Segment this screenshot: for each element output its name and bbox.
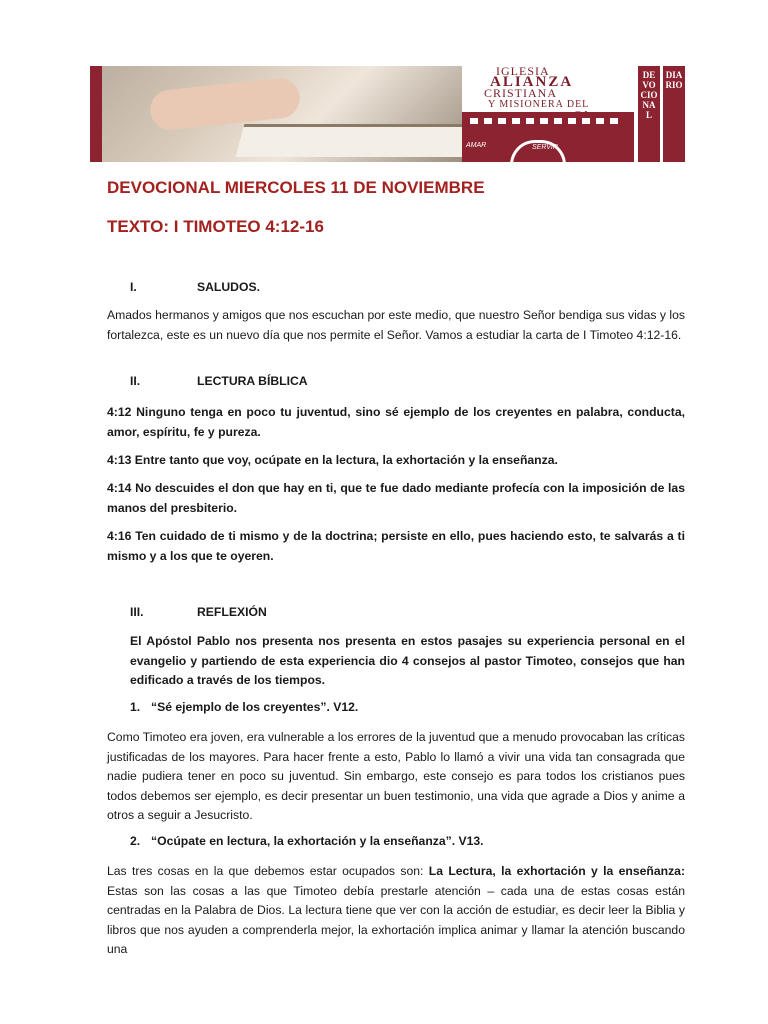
side-label-diario: DIARIO [663, 66, 685, 162]
window-shape [484, 118, 492, 124]
point1-paragraph: Como Timoteo era joven, era vulnerable a los errores de la juventud que a menudo provocaban las críticas justificadas de los mayores. Para hacer frente a esto, Pablo lo llamó a vivir una vida tan consagrada que nadie pudiera tener en poco su juventud. Sin embargo, este consejo es para todos los cristianos pues todos debemos ser ejemplo, es decir presentar un buen testimonio, una vida que agrade a Dios y anime a otros a seguir a Jesucristo. [107, 730, 685, 823]
verse-item: 4:14 No descuides el don que hay en ti, que te fue dado mediante profecía con la imposición de las manos del presbiterio. [107, 481, 685, 515]
logo-word-amar: AMAR [466, 142, 487, 149]
page-title: DEVOCIONAL MIERCOLES 11 DE NOVIEMBRE [107, 178, 485, 197]
window-shape [582, 118, 590, 124]
reflection-intro: El Apóstol Pablo nos presenta nos presenta en estos pasajes su experiencia personal en el evangelio y partiendo de esta experiencia dio 4 consejos al pastor Timoteo, consejos que han edificado a través de los tiempos. [130, 634, 685, 688]
photo-edge-stripe [90, 66, 102, 162]
window-shape [554, 118, 562, 124]
window-shape [540, 118, 548, 124]
church-logo [462, 66, 634, 162]
bible-reading-photo [90, 66, 462, 162]
logo-word-servir: SERVIR [532, 144, 558, 151]
verse-item: 4:16 Ten cuidado de ti mismo y de la doctrina; persiste en ello, pues haciendo esto, te salvarás a ti mismo y a los que te oyeren. [107, 529, 686, 563]
side-label-devocional: DEVOCIONAL [638, 66, 660, 162]
church-name: IGLESIA ALIANZA CRISTIANA Y MISIONERA DEL [484, 66, 590, 110]
point2-paragraph: Las tres cosas en la que debemos estar ocupados son: La Lectura, la exhortación y la enseñanza: Estas son las cosas a las que Timoteo debía prestarle atención – cada una de estas cosas están centradas en la Palabra de Dios. La lectura tiene que ver con la acción de estudiar, es decir leer la Biblia y libros que nos ayuden a comprenderla mejor, la exhortación implica animar y llamar la atención buscando una [107, 864, 686, 957]
greeting-paragraph: Amados hermanos y amigos que nos escuchan por este medio, que nuestro Señor bendiga sus vidas y los fortalezca, este es un nuevo día que nos permite el Señor. Vamos a estudiar la carta de I Timoteo 4:12-16. [107, 308, 685, 342]
window-shape [526, 118, 534, 124]
window-shape [596, 118, 604, 124]
window-shape [512, 118, 520, 124]
window-shape [470, 118, 478, 124]
verse-item: 4:12 Ninguno tenga en poco tu juventud, sino sé ejemplo de los creyentes en palabra, conducta, amor, espíritu, fe y pureza. [107, 405, 685, 439]
window-shape [498, 118, 506, 124]
header-banner [90, 66, 685, 162]
church-building-band [462, 112, 634, 162]
verse-item: 4:13 Entre tanto que voy, ocúpate en la lectura, la exhortación y la enseñanza. [107, 453, 558, 467]
scripture-reference: TEXTO: I TIMOTEO 4:12-16 [107, 217, 324, 236]
window-shape [610, 118, 618, 124]
window-shape [568, 118, 576, 124]
open-bible-shape [236, 124, 462, 157]
